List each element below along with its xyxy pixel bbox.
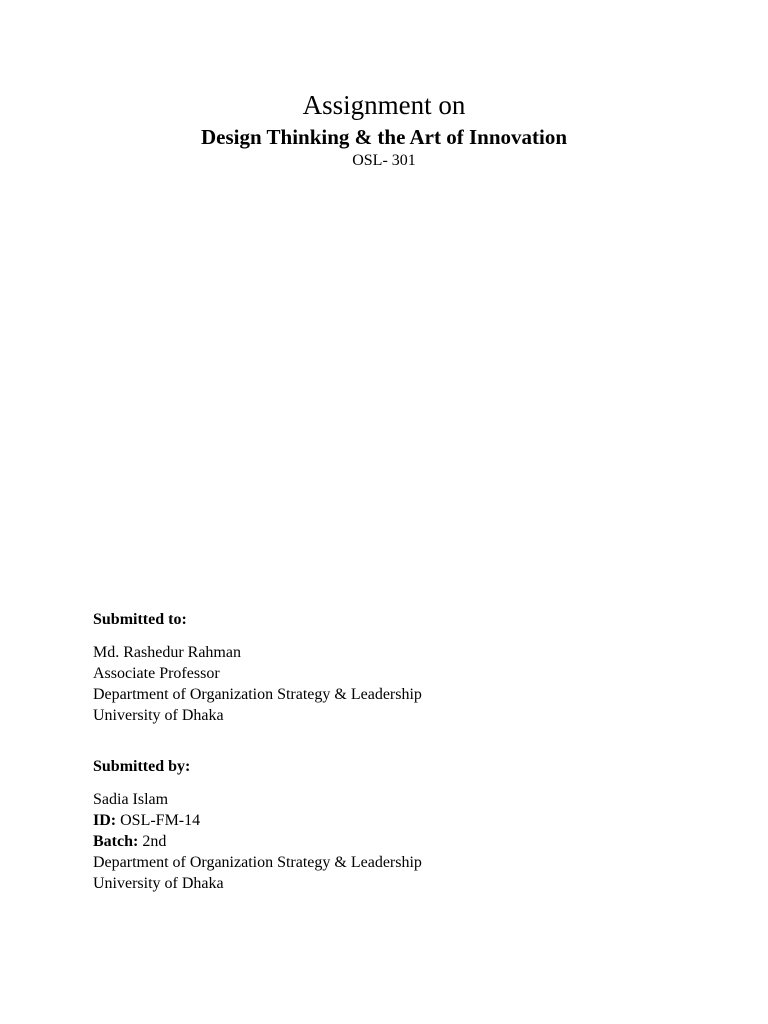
student-batch-label: Batch: [93, 833, 139, 850]
supervisor-designation: Associate Professor [93, 665, 220, 682]
student-id-value: OSL-FM-14 [120, 812, 201, 829]
submitted-to-section [93, 609, 693, 726]
student-batch [93, 831, 693, 852]
student-university: University of Dhaka [93, 875, 224, 892]
student-name: Sadia Islam [93, 791, 169, 808]
student-id [93, 810, 693, 831]
assignment-title: Assignment on [302, 90, 466, 120]
assignment-subtitle: Design Thinking & the Art of Innovation [200, 125, 568, 149]
student-department: Department of Organization Strategy & Leadership [93, 854, 422, 871]
submitted-to-heading: Submitted to: [93, 611, 187, 628]
submitted-by-heading: Submitted by: [93, 758, 191, 775]
submitted-to-details [93, 642, 693, 726]
course-code: OSL- 301 [352, 152, 416, 169]
student-id-label: ID: [93, 812, 117, 829]
supervisor-name: Md. Rashedur Rahman [93, 644, 241, 661]
submitted-by-section [93, 756, 693, 894]
submitted-by-details [93, 789, 693, 894]
student-batch-value: 2nd [142, 833, 167, 850]
supervisor-department: Department of Organization Strategy & Leadership [93, 686, 422, 703]
supervisor-university: University of Dhaka [93, 707, 224, 724]
